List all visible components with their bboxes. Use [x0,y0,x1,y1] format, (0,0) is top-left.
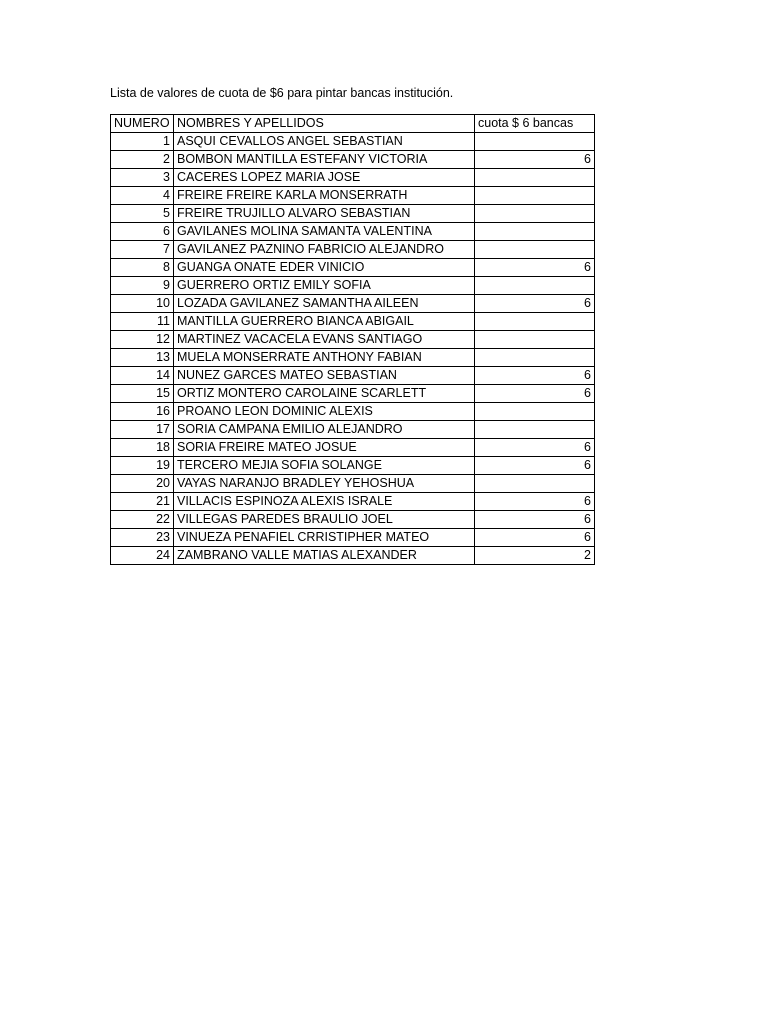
cell-cuota: 6 [475,439,595,457]
cell-cuota: 6 [475,385,595,403]
cell-cuota: 6 [475,259,595,277]
table-row [111,511,595,529]
cell-cuota [475,205,595,223]
cell-nombre: ASQUI CEVALLOS ANGEL SEBASTIAN [174,133,475,151]
cell-numero: 7 [111,241,174,259]
cell-cuota [475,349,595,367]
cell-nombre: PROANO LEON DOMINIC ALEXIS [174,403,475,421]
cell-cuota [475,133,595,151]
cell-cuota: 6 [475,511,595,529]
cell-numero: 1 [111,133,174,151]
table-row [111,403,595,421]
table-header-row [111,115,595,133]
document-title: Lista de valores de cuota de $6 para pintar bancas institución. [110,86,454,100]
cell-numero: 22 [111,511,174,529]
table-row [111,385,595,403]
table-row [111,169,595,187]
table-row [111,439,595,457]
cell-nombre: SORIA FREIRE MATEO JOSUE [174,439,475,457]
cell-cuota: 2 [475,547,595,565]
cuota-table [110,114,595,565]
cell-numero: 20 [111,475,174,493]
cell-numero: 4 [111,187,174,205]
cell-numero: 12 [111,331,174,349]
cell-nombre: ORTIZ MONTERO CAROLAINE SCARLETT [174,385,475,403]
cell-cuota [475,403,595,421]
cell-cuota [475,475,595,493]
cell-nombre: VINUEZA PENAFIEL CRRISTIPHER MATEO [174,529,475,547]
table-row [111,223,595,241]
table-body [111,133,595,565]
cell-nombre: FREIRE FREIRE KARLA MONSERRATH [174,187,475,205]
cell-nombre: MANTILLA GUERRERO BIANCA ABIGAIL [174,313,475,331]
cell-numero: 10 [111,295,174,313]
cell-nombre: SORIA CAMPANA EMILIO ALEJANDRO [174,421,475,439]
cell-nombre: VILLACIS ESPINOZA ALEXIS ISRALE [174,493,475,511]
table-row [111,241,595,259]
cell-nombre: FREIRE TRUJILLO ALVARO SEBASTIAN [174,205,475,223]
cell-cuota [475,169,595,187]
cell-numero: 21 [111,493,174,511]
table-row [111,421,595,439]
cell-numero: 9 [111,277,174,295]
cell-numero: 19 [111,457,174,475]
cell-nombre: ZAMBRANO VALLE MATIAS ALEXANDER [174,547,475,565]
cell-numero: 8 [111,259,174,277]
cell-nombre: MUELA MONSERRATE ANTHONY FABIAN [174,349,475,367]
cell-numero: 2 [111,151,174,169]
cell-cuota: 6 [475,295,595,313]
cell-nombre: VILLEGAS PAREDES BRAULIO JOEL [174,511,475,529]
table-row [111,295,595,313]
table-row [111,457,595,475]
cell-cuota [475,277,595,295]
cell-numero: 17 [111,421,174,439]
cell-nombre: NUNEZ GARCES MATEO SEBASTIAN [174,367,475,385]
cell-numero: 24 [111,547,174,565]
cell-nombre: GUANGA ONATE EDER VINICIO [174,259,475,277]
cell-cuota: 6 [475,151,595,169]
cell-cuota [475,187,595,205]
table-row [111,259,595,277]
cell-numero: 13 [111,349,174,367]
table-row [111,187,595,205]
table-row [111,367,595,385]
cell-numero: 23 [111,529,174,547]
cell-cuota [475,241,595,259]
cell-nombre: MARTINEZ VACACELA EVANS SANTIAGO [174,331,475,349]
cell-nombre: TERCERO MEJIA SOFIA SOLANGE [174,457,475,475]
table-row [111,493,595,511]
cell-nombre: LOZADA GAVILANEZ SAMANTHA AILEEN [174,295,475,313]
cell-cuota: 6 [475,457,595,475]
cell-nombre: CACERES LOPEZ MARIA JOSE [174,169,475,187]
table-row [111,205,595,223]
cell-nombre: GAVILANEZ PAZNINO FABRICIO ALEJANDRO [174,241,475,259]
cell-cuota [475,223,595,241]
cell-cuota: 6 [475,529,595,547]
header-nombres: NOMBRES Y APELLIDOS [174,115,475,133]
table-row [111,277,595,295]
cell-nombre: BOMBON MANTILLA ESTEFANY VICTORIA [174,151,475,169]
cell-numero: 3 [111,169,174,187]
cell-nombre: GUERRERO ORTIZ EMILY SOFIA [174,277,475,295]
cell-nombre: VAYAS NARANJO BRADLEY YEHOSHUA [174,475,475,493]
cell-numero: 15 [111,385,174,403]
table-row [111,475,595,493]
table-row [111,313,595,331]
cell-numero: 6 [111,223,174,241]
cell-numero: 5 [111,205,174,223]
table-row [111,151,595,169]
cell-cuota: 6 [475,493,595,511]
table-row [111,349,595,367]
cell-numero: 16 [111,403,174,421]
cell-cuota: 6 [475,367,595,385]
cell-numero: 14 [111,367,174,385]
cell-numero: 11 [111,313,174,331]
cell-cuota [475,331,595,349]
cell-numero: 18 [111,439,174,457]
cell-cuota [475,421,595,439]
header-cuota: cuota $ 6 bancas [475,115,595,133]
table-row [111,529,595,547]
cell-nombre: GAVILANES MOLINA SAMANTA VALENTINA [174,223,475,241]
cell-cuota [475,313,595,331]
table-row [111,133,595,151]
header-numero: NUMERO [111,115,174,133]
table-row [111,547,595,565]
table-row [111,331,595,349]
